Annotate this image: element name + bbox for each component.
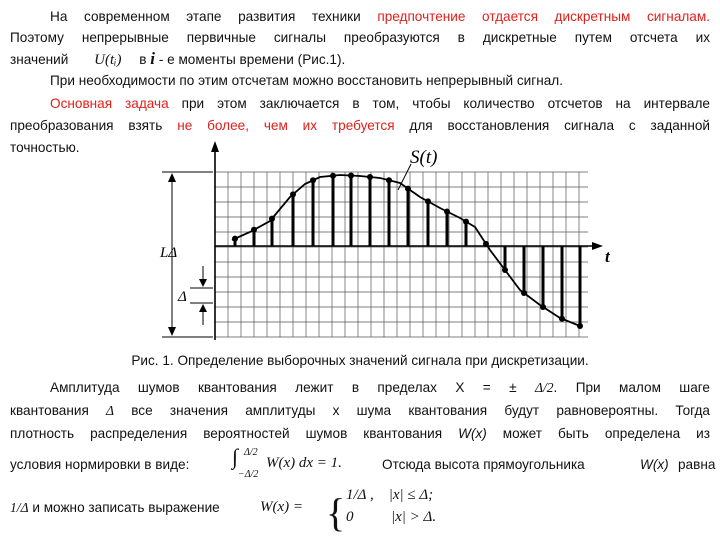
- text-span: . При малом шаге: [553, 380, 710, 395]
- highlighted-text: предпочтение отдается дискретным сигналам.: [377, 9, 710, 24]
- text-span: при этом заключается в том, чтобы количество отсчетов на интервале: [168, 96, 710, 111]
- text-line: [10, 425, 710, 442]
- sampling-figure: [150, 138, 620, 350]
- math-symbol: W(x): [458, 426, 487, 441]
- signal-curve: [232, 175, 580, 326]
- sample-bars: [232, 173, 583, 329]
- text-span: На современном этапе развития техники: [50, 9, 378, 24]
- signal-label: S(t): [410, 147, 438, 168]
- highlighted-text: Основная задача: [50, 96, 169, 111]
- text-span: Поэтому непрерывные первичные сигналы преобразуются в дискретные путем отсчета их: [10, 30, 710, 45]
- math-symbol: i: [150, 49, 156, 68]
- text-line: [10, 8, 710, 25]
- text-line: [10, 444, 716, 480]
- text-span: точностью.: [10, 140, 80, 155]
- step-label: Δ: [178, 289, 187, 305]
- figure-caption: Рис. 1. Определение выборочных значений сигнала при дискретизации.: [131, 353, 589, 368]
- text-span: все значения амплитуды x шума квантования будут равновероятны. Тогда: [114, 403, 710, 418]
- text-span: преобразования взять: [10, 118, 178, 133]
- text-line: [10, 72, 720, 89]
- text-span: равна: [678, 457, 716, 472]
- piecewise-brace: {: [326, 490, 346, 535]
- vertical-axis-arrow: [211, 141, 219, 152]
- math-symbol: Δ/2: [534, 380, 554, 395]
- level-label: LΔ: [160, 245, 178, 261]
- text-span: и можно записать выражение: [32, 500, 220, 515]
- text-span: для восстановления сигнала с заданной: [394, 118, 710, 133]
- integral-sign: ∫: [232, 444, 239, 469]
- text-line: [10, 29, 710, 46]
- text-line: [10, 117, 710, 134]
- text-span: квантования: [10, 403, 107, 418]
- text-span: может быть определена из: [486, 426, 711, 441]
- text-span: плотность распределения вероятностей шумов квантования: [10, 426, 459, 441]
- text-span: - е моменты времени (Рис.1).: [158, 52, 346, 67]
- integral-upper-limit: Δ/2: [244, 447, 258, 458]
- text-line: [10, 95, 710, 112]
- piecewise-lhs: W(x) =: [260, 499, 304, 515]
- integral-body: W(x) dx = 1.: [266, 455, 342, 471]
- text-line: [10, 402, 710, 419]
- math-symbol: W(x): [640, 457, 669, 472]
- text-span: Отсюда высота прямоугольника: [382, 457, 585, 472]
- text-line: [10, 379, 710, 396]
- time-axis-arrow: [592, 242, 603, 250]
- level-arrow-down: [168, 327, 176, 336]
- piecewise-case-2: 0 |x| > Δ.: [346, 509, 437, 525]
- text-span: условия нормировки в виде:: [10, 457, 190, 472]
- piecewise-case-1: 1/Δ , |x| ≤ Δ;: [346, 487, 434, 503]
- text-span: значений: [10, 52, 69, 67]
- text-span: Амплитуда шумов квантования лежит в пределах X = ±: [50, 380, 535, 395]
- text-span: в: [139, 52, 147, 67]
- math-symbol: Δ: [106, 403, 115, 418]
- math-symbol: 1/Δ: [10, 500, 29, 515]
- figure-grid: [215, 172, 588, 337]
- math-symbol: U(tᵢ): [94, 52, 122, 68]
- level-arrow-up: [168, 173, 176, 182]
- step-arrow-bottom: [199, 304, 207, 312]
- text-line: [10, 487, 710, 535]
- text-span: При необходимости по этим отсчетам можно восстановить непрерывный сигнал.: [50, 73, 563, 88]
- step-arrow-top: [199, 279, 207, 287]
- integral-lower-limit: −Δ/2: [238, 469, 259, 480]
- text-line: [10, 50, 710, 69]
- highlighted-text: не более, чем их требуется: [177, 118, 395, 133]
- time-label: t: [605, 247, 610, 266]
